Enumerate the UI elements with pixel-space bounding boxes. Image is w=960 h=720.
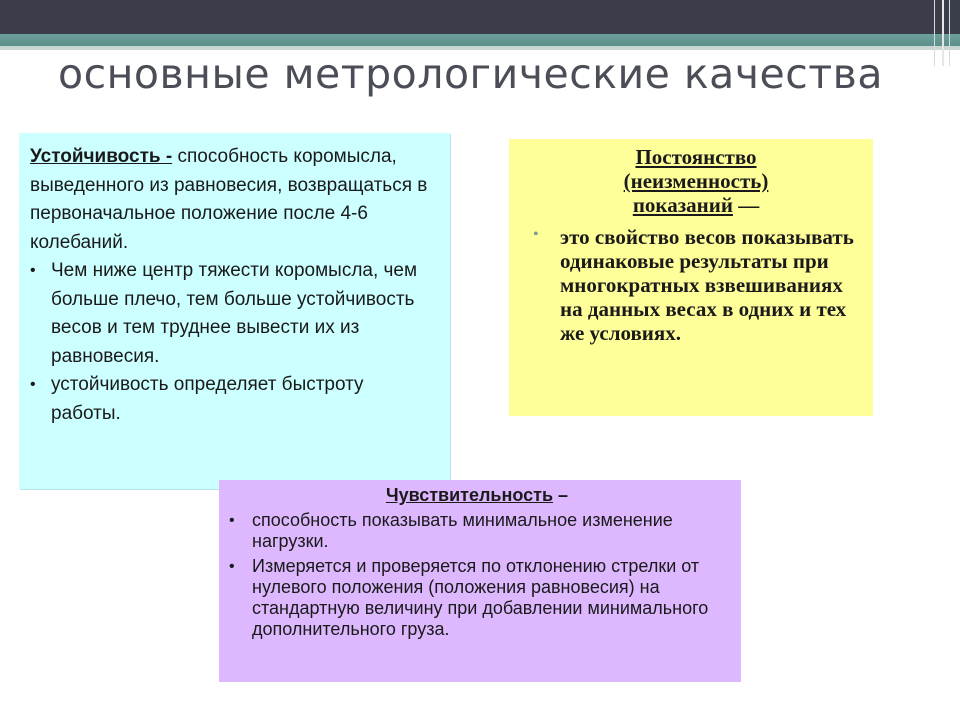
- constancy-term-line3: показаний: [632, 193, 733, 217]
- sensitivity-dash: –: [553, 485, 569, 505]
- stability-bullet-text: Чем ниже центр тяжести коромысла, чем больше плечо, тем больше устойчивость весов и тем труднее вывести их из равновесия.: [51, 260, 418, 367]
- constancy-term-line1: Постоянство: [635, 145, 757, 169]
- sensitivity-heading: [227, 485, 727, 506]
- stability-term: Устойчивость -: [30, 146, 173, 167]
- constancy-dash: —: [732, 193, 760, 217]
- constancy-term-line2: (неизменность): [623, 169, 769, 193]
- bullet-icon: •: [533, 226, 539, 243]
- stability-definition: [30, 143, 438, 257]
- bullet-icon: •: [30, 376, 36, 393]
- header-bar: [0, 0, 960, 34]
- bullet-icon: •: [229, 558, 235, 575]
- header-stripe: [0, 34, 960, 46]
- sensitivity-term: Чувствительность: [385, 485, 554, 505]
- sensitivity-bullets: [227, 510, 727, 640]
- bullet-icon: •: [229, 512, 235, 529]
- list-item: [227, 510, 727, 552]
- constancy-heading: [533, 145, 859, 217]
- sensitivity-box: [219, 480, 741, 682]
- stability-bullet-text: устойчивость определяет быстроту работы.: [51, 374, 364, 424]
- stability-bullets: [30, 257, 438, 428]
- list-item: [533, 225, 859, 345]
- corner-decoration-line: [942, 0, 944, 66]
- list-item: [30, 371, 438, 428]
- stability-box: [19, 133, 450, 489]
- slide-title: основные метрологические качества: [58, 50, 883, 98]
- stability-definition-text: способность коромысла, выведенного из равновесия, возвращаться в первоначальное положение после 4-6 колебаний.: [30, 146, 428, 253]
- constancy-bullet-text: это свойство весов показывать одинаковые результаты при многократных взвешиваниях на данных весах в одних и тех же условиях.: [560, 225, 854, 345]
- bullet-icon: •: [30, 262, 36, 279]
- list-item: [30, 257, 438, 371]
- sensitivity-bullet-text: Измеряется и проверяется по отклонению стрелки от нулевого положения (положения равновесия) на стандартную величину при добавлении минимального дополнительного груза.: [252, 556, 709, 639]
- list-item: [227, 556, 727, 640]
- sensitivity-bullet-text: способность показывать минимальное изменение нагрузки.: [252, 510, 673, 551]
- constancy-box: [509, 139, 873, 416]
